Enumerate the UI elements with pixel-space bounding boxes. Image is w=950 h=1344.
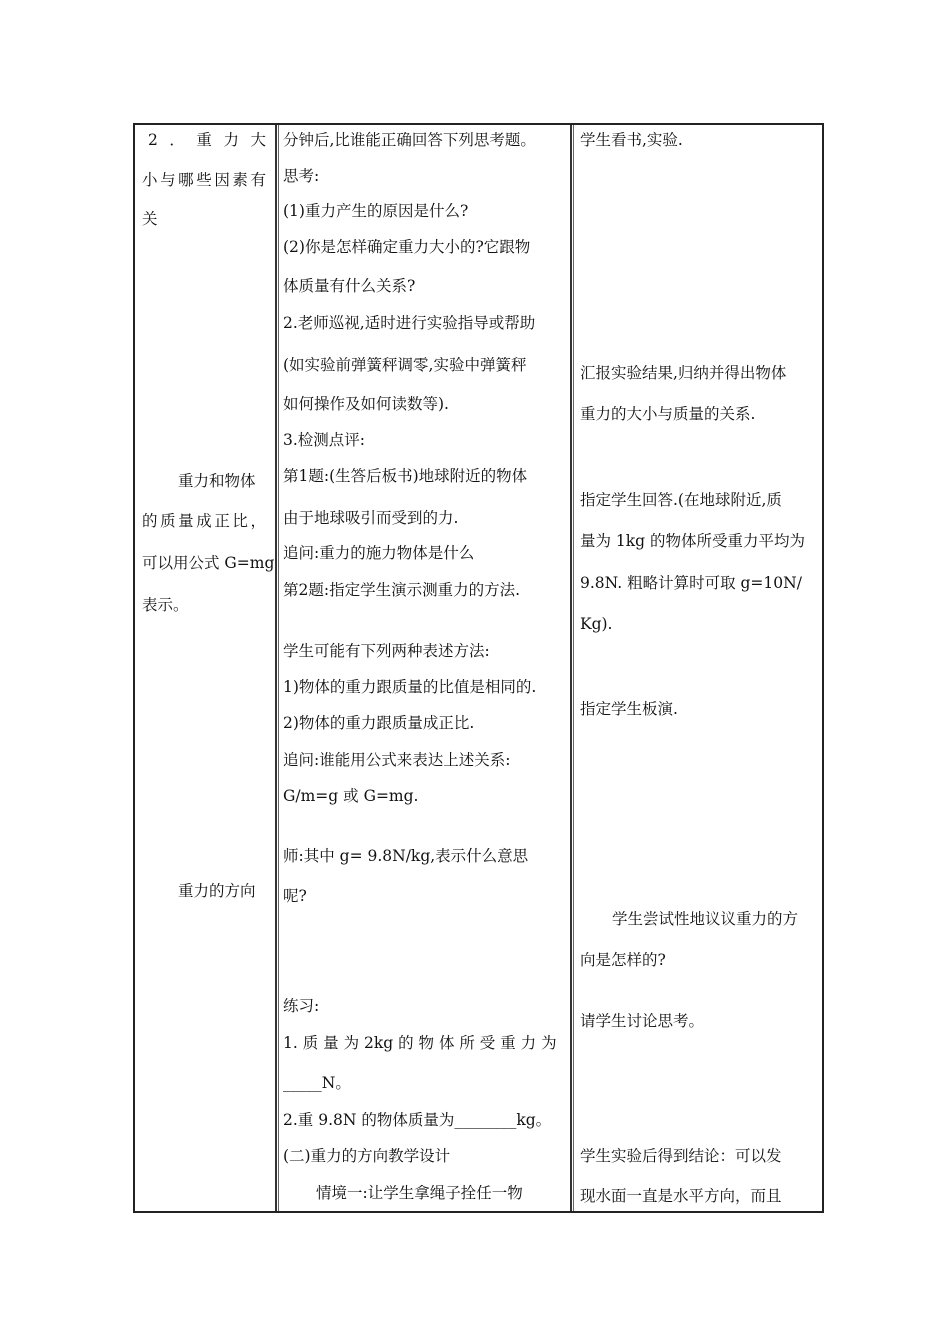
topic-line: 表示。 [142, 596, 189, 614]
column-divider [275, 125, 277, 1211]
teacher-line: 练习: [283, 997, 320, 1015]
student-line: 9.8N. 粗略计算时可取 g=10N/ [580, 574, 802, 592]
teacher-line: 2.老师巡视,适时进行实验指导或帮助 [283, 314, 536, 332]
column-divider [278, 125, 279, 1211]
teacher-line: 1. 质 量 为 2kg 的 物 体 所 受 重 力 为 [283, 1034, 557, 1052]
teacher-line: 第2题:指定学生演示测重力的方法. [283, 581, 521, 599]
teacher-line: 第1题:(生答后板书)地球附近的物体 [283, 467, 528, 485]
student-line: 向是怎样的? [580, 951, 666, 969]
column-divider [573, 125, 574, 1211]
teacher-line: 分钟后,比谁能正确回答下列思考题。 [283, 131, 536, 149]
teacher-line: 如何操作及如何读数等). [283, 395, 449, 413]
teacher-line: (如实验前弹簧秤调零,实验中弹簧秤 [283, 356, 527, 374]
column-divider [570, 125, 572, 1211]
topic-line: 的质量成正比， [142, 512, 266, 530]
student-line: 学生实验后得到结论：可以发 [580, 1147, 782, 1165]
topic-line: 重力的方向 [178, 882, 256, 900]
student-line: 指定学生板演. [580, 700, 678, 718]
teacher-line: 体质量有什么关系? [283, 277, 416, 295]
teacher-line: 1)物体的重力跟质量的比值是相同的. [283, 678, 537, 696]
teacher-line: (二)重力的方向教学设计 [283, 1147, 451, 1165]
topic-line: 小与哪些因素有 [142, 171, 266, 189]
teacher-line: (2)你是怎样确定重力大小的?它跟物 [283, 238, 531, 256]
teacher-line: 追问:谁能用公式来表达上述关系: [283, 751, 511, 769]
teacher-line: _____N。 [283, 1074, 351, 1092]
student-line: 请学生讨论思考。 [580, 1012, 705, 1030]
teacher-line: 由于地球吸引而受到的力. [283, 509, 459, 527]
student-line: 学生尝试性地议议重力的方 [612, 910, 799, 928]
teacher-line: 学生可能有下列两种表述方法: [283, 642, 490, 660]
student-line: 学生看书,实验. [580, 131, 683, 149]
teacher-line: G/m=g 或 G=mg. [283, 787, 419, 805]
student-line: 指定学生回答.(在地球附近,质 [580, 491, 782, 509]
teacher-line: 2)物体的重力跟质量成正比. [283, 714, 475, 732]
teacher-line: 3.检测点评: [283, 431, 366, 449]
teacher-line: 情境一:让学生拿绳子拴任一物 [316, 1184, 523, 1202]
student-line: 汇报实验结果,归纳并得出物体 [580, 364, 787, 382]
student-line: Kg). [580, 615, 613, 633]
teacher-line: 呢? [283, 887, 307, 905]
topic-line: 2．重力大 [148, 131, 266, 149]
teacher-line: 追问:重力的施力物体是什么 [283, 544, 475, 562]
topic-line: 关 [142, 210, 158, 228]
student-line: 现水面一直是水平方向，而且 [580, 1187, 782, 1205]
teacher-line: 师:其中 g= 9.8N/kg,表示什么意思 [283, 847, 529, 865]
teacher-line: (1)重力产生的原因是什么? [283, 202, 469, 220]
topic-line: 重力和物体 [178, 472, 256, 490]
teacher-line: 思考: [283, 167, 320, 185]
topic-line: 可以用公式 G=mg [142, 554, 275, 572]
teacher-line: 2.重 9.8N 的物体质量为________kg。 [283, 1111, 552, 1129]
student-line: 重力的大小与质量的关系. [580, 405, 756, 423]
student-line: 量为 1kg 的物体所受重力平均为 [580, 532, 806, 550]
